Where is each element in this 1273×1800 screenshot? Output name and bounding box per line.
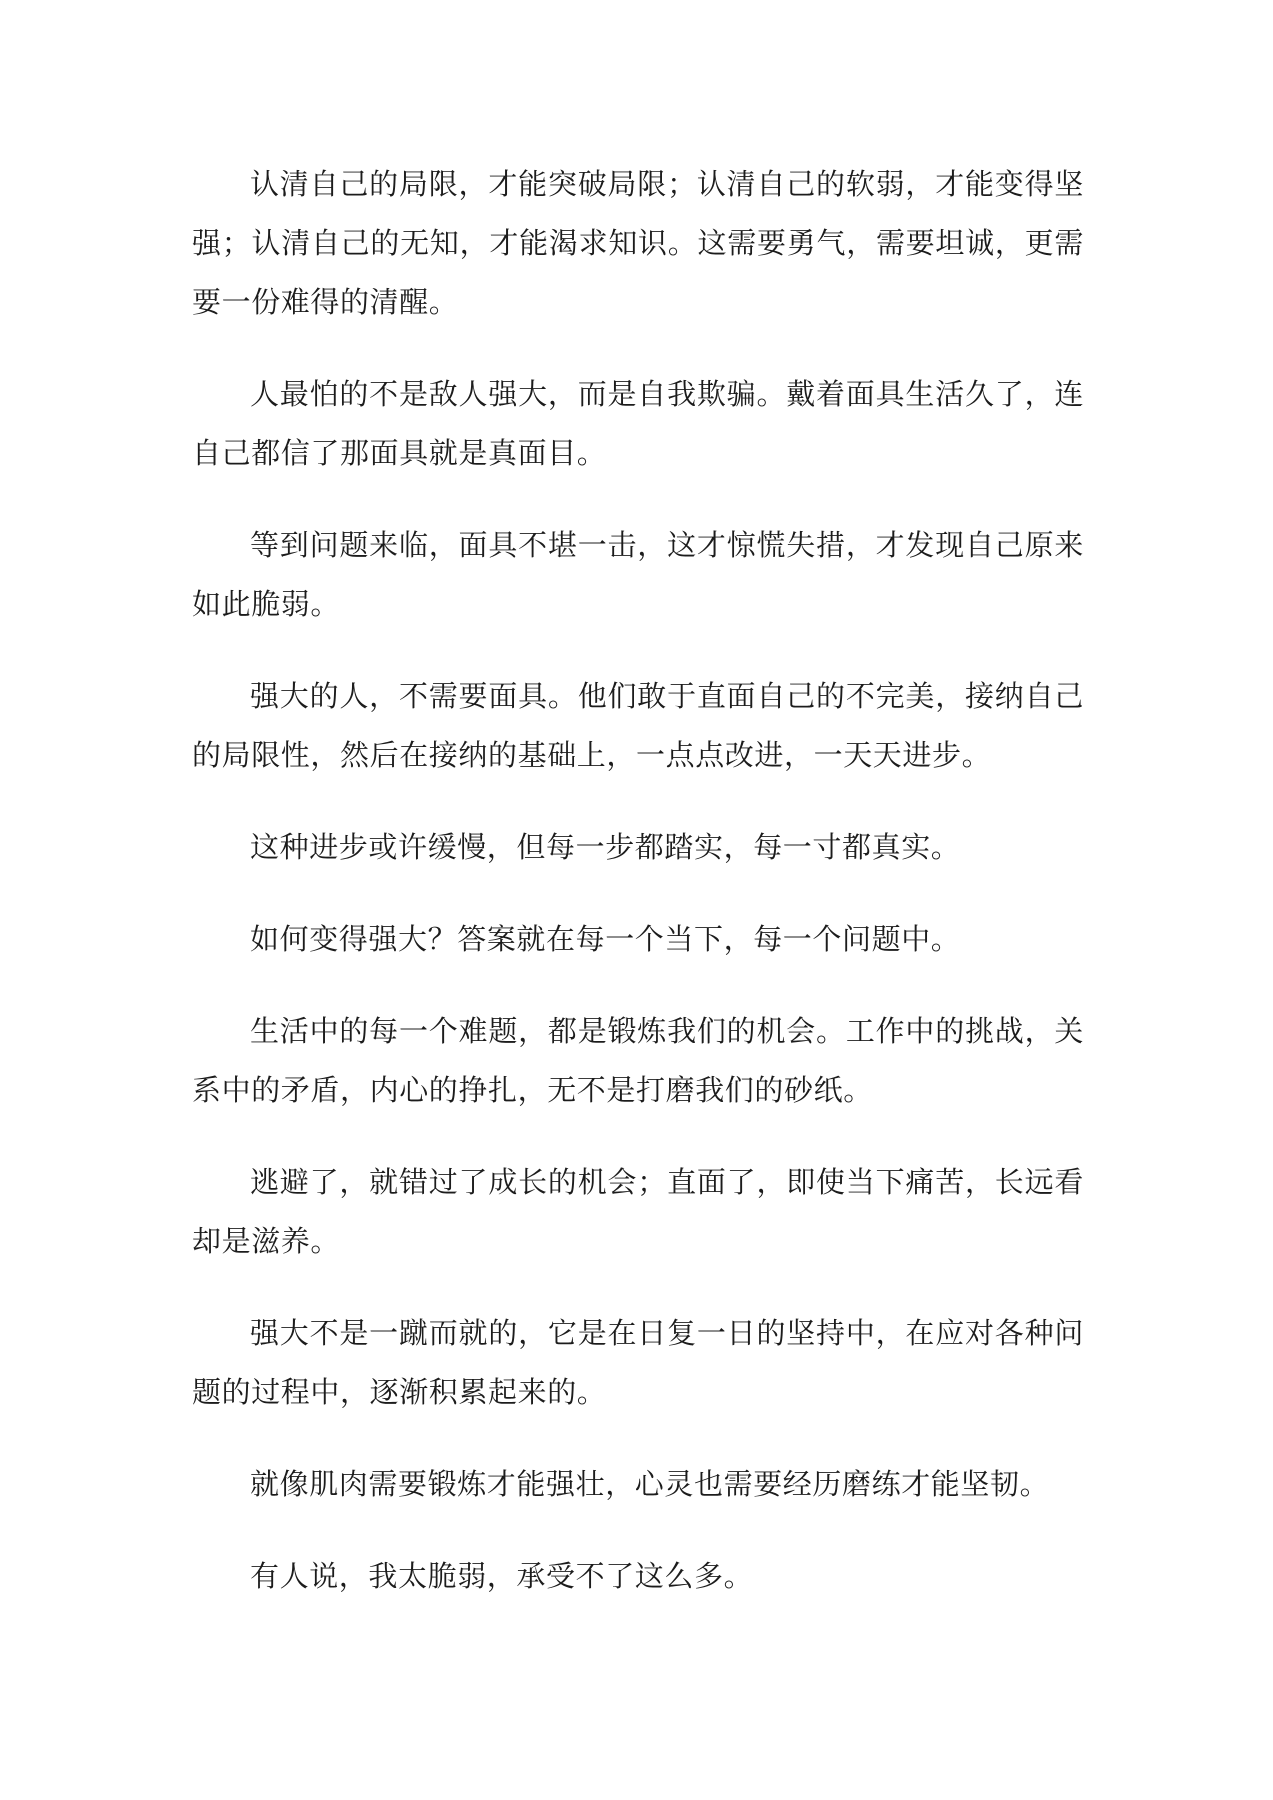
paragraph-5: 这种进步或许缓慢，但每一步都踏实，每一寸都真实。 <box>250 830 961 864</box>
paragraph-4: 强大的人，不需要面具。他们敢于直面自己的不完美，接纳自己的局限性，然后在接纳的基础上，一点点改进，一天天进步。 <box>192 679 1084 772</box>
paragraph-7: 生活中的每一个难题，都是锻炼我们的机会。工作中的挑战，关系中的矛盾，内心的挣扎，无不是打磨我们的砂纸。 <box>192 1014 1084 1107</box>
paragraph-8: 逃避了，就错过了成长的机会；直面了，即使当下痛苦，长远看却是滋养。 <box>192 1165 1084 1258</box>
paragraph-1: 认清自己的局限，才能突破局限；认清自己的软弱，才能变得坚强；认清自己的无知，才能渴求知识。这需要勇气，需要坦诚，更需要一份难得的清醒。 <box>192 167 1084 319</box>
paragraph-3: 等到问题来临，面具不堪一击，这才惊慌失措，才发现自己原来如此脆弱。 <box>192 528 1084 621</box>
paragraph-11: 有人说，我太脆弱，承受不了这么多。 <box>250 1559 754 1593</box>
paragraph-2: 人最怕的不是敌人强大，而是自我欺骗。戴着面具生活久了，连自己都信了那面具就是真面目。 <box>192 377 1084 470</box>
paragraph-10: 就像肌肉需要锻炼才能强壮，心灵也需要经历磨练才能坚韧。 <box>250 1467 1050 1501</box>
paragraph-6: 如何变得强大？答案就在每一个当下，每一个问题中。 <box>250 922 961 956</box>
document-body <box>192 155 1084 1639</box>
paragraph-9: 强大不是一蹴而就的，它是在日复一日的坚持中，在应对各种问题的过程中，逐渐积累起来的。 <box>192 1316 1084 1409</box>
